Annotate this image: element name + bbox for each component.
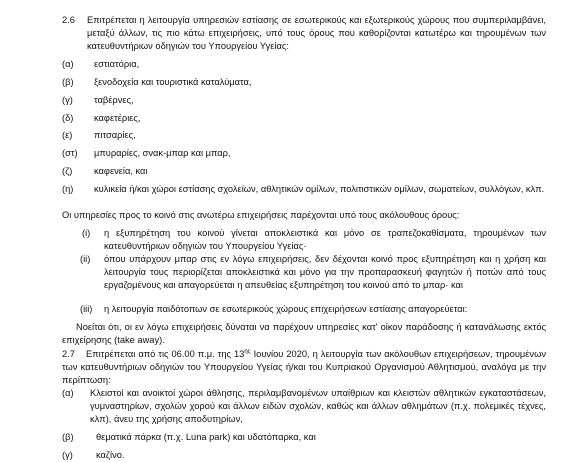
item-label: (η) [62, 184, 74, 194]
item-label: (γ) [62, 450, 73, 460]
item-label: (β) [62, 432, 74, 442]
condition-text: η εξυπηρέτηση του κοινού γίνεται αποκλειστικά και μόνο σε τραπεζοκαθίσματα, τηρουμένων των κατευθυντήριων οδηγιών του Υπουργείου Υγείας· [104, 228, 546, 251]
condition-label: (iii) [80, 304, 93, 314]
section-2-7-intro [62, 348, 546, 387]
item-text: ταβέρνες, [94, 95, 134, 105]
condition-text: όπου υπάρχουν μπαρ στις εν λόγω επιχειρήσεις, δεν δέχονται κοινό προς εξυπηρέτηση και η χρήση και λειτουργία τους περιορίζεται αποκλειστικά και μόνο για την προπαρασκευή φαγητών ή ποτών από τους εργαζομένους και απαγορεύεται η απευθείας εξυπηρέτηση του κοινού από το μπαρ· και [104, 254, 546, 290]
condition-label: (i) [82, 228, 91, 238]
condition-label: (ii) [80, 254, 91, 264]
item-label: (α) [62, 388, 74, 398]
item-text: ξενοδοχεία και τουριστικά καταλύματα, [94, 77, 252, 87]
item-label: (β) [62, 77, 74, 87]
item-text: εστιατόρια, [94, 59, 140, 69]
item-text: κυλικεία ή/και χώροι εστίασης σχολείων, αθλητικών ομίλων, πολιτιστικών ομίλων, σωματείων, συλλόγων, κλπ. [94, 184, 545, 194]
item-text: καφενεία, και [94, 166, 148, 176]
item-label: (ζ) [62, 166, 73, 176]
item-text: μπυραρίες, σνακ-μπαρ και μπαρ, [94, 148, 231, 158]
item-label: (α) [62, 59, 74, 69]
item-text: καζίνο. [96, 450, 125, 460]
item-label: (γ) [62, 95, 73, 105]
item-text: πιτσαρίες, [94, 130, 136, 140]
section-2-6-intro: Επιτρέπεται η λειτουργία υπηρεσιών εστίασης σε εσωτερικούς και εξωτερικούς χώρους που συμπεριλαμβάνει, μεταξύ άλλων, τις πιο κάτω επιχειρήσεις, υπό τους όρους που καθορίζονται κατωτέρω και τηρουμένων των κατευθυντήριων οδηγιών του Υπουργείου Υγείας: [87, 15, 546, 51]
section-2-6-note: Νοείται ότι, οι εν λόγω επιχειρήσεις δύναται να παρέχουν υπηρεσίες κατ' οίκον παράδοσης ή κατανάλωσης εκτός επιχείρησης (take away). [62, 322, 546, 345]
section-number-2-7: 2.7 [62, 349, 75, 359]
intro-text-part1: Επιτρέπεται από τις 06.00 π.μ. της 13 [86, 349, 245, 359]
item-text: καφετέριες, [94, 113, 141, 123]
section-number-2-6: 2.6 [62, 15, 75, 25]
item-label: (ε) [62, 130, 73, 140]
item-text: θεματικά πάρκα (π.χ. Luna park) και υδατόπαρκα, και [96, 432, 316, 442]
conditions-intro: Οι υπηρεσίες προς το κοινό στις ανωτέρω επιχειρήσεις παρέχονται υπό τους ακόλουθους όρους: [62, 210, 460, 220]
condition-text: η λειτουργία παιδότοπων σε εσωτερικούς χώρους επιχειρήσεων εστίασης απαγορεύεται: [104, 304, 468, 314]
item-text: Κλειστοί και ανοικτοί χώροι άθλησης, περιλαμβανομένων υπαίθριων και κλειστών αθλητικών εγκαταστάσεων, γυμναστηρίων, σχολών χορού και άλλων ειδών σχολών, καθώς και άλλων αθλημάτων (π.χ. πολεμικές τέχνες, κλπ), άνευ της χρήσης αποδυτηρίων, [90, 388, 546, 424]
intro-text-part2: Ιουνίου 2020, η λειτουργία των ακόλουθων επιχειρήσεων, τηρουμένων των κατευθυντήριων οδηγιών του Υπουργείου Υγείας ή/και του Κυπριακού Οργανισμού Αθλητισμού, αναλόγα με την περίπτωση: [62, 349, 546, 385]
item-label: (στ) [62, 148, 78, 158]
intro-superscript: ης [244, 348, 251, 355]
item-label: (δ) [62, 113, 74, 123]
